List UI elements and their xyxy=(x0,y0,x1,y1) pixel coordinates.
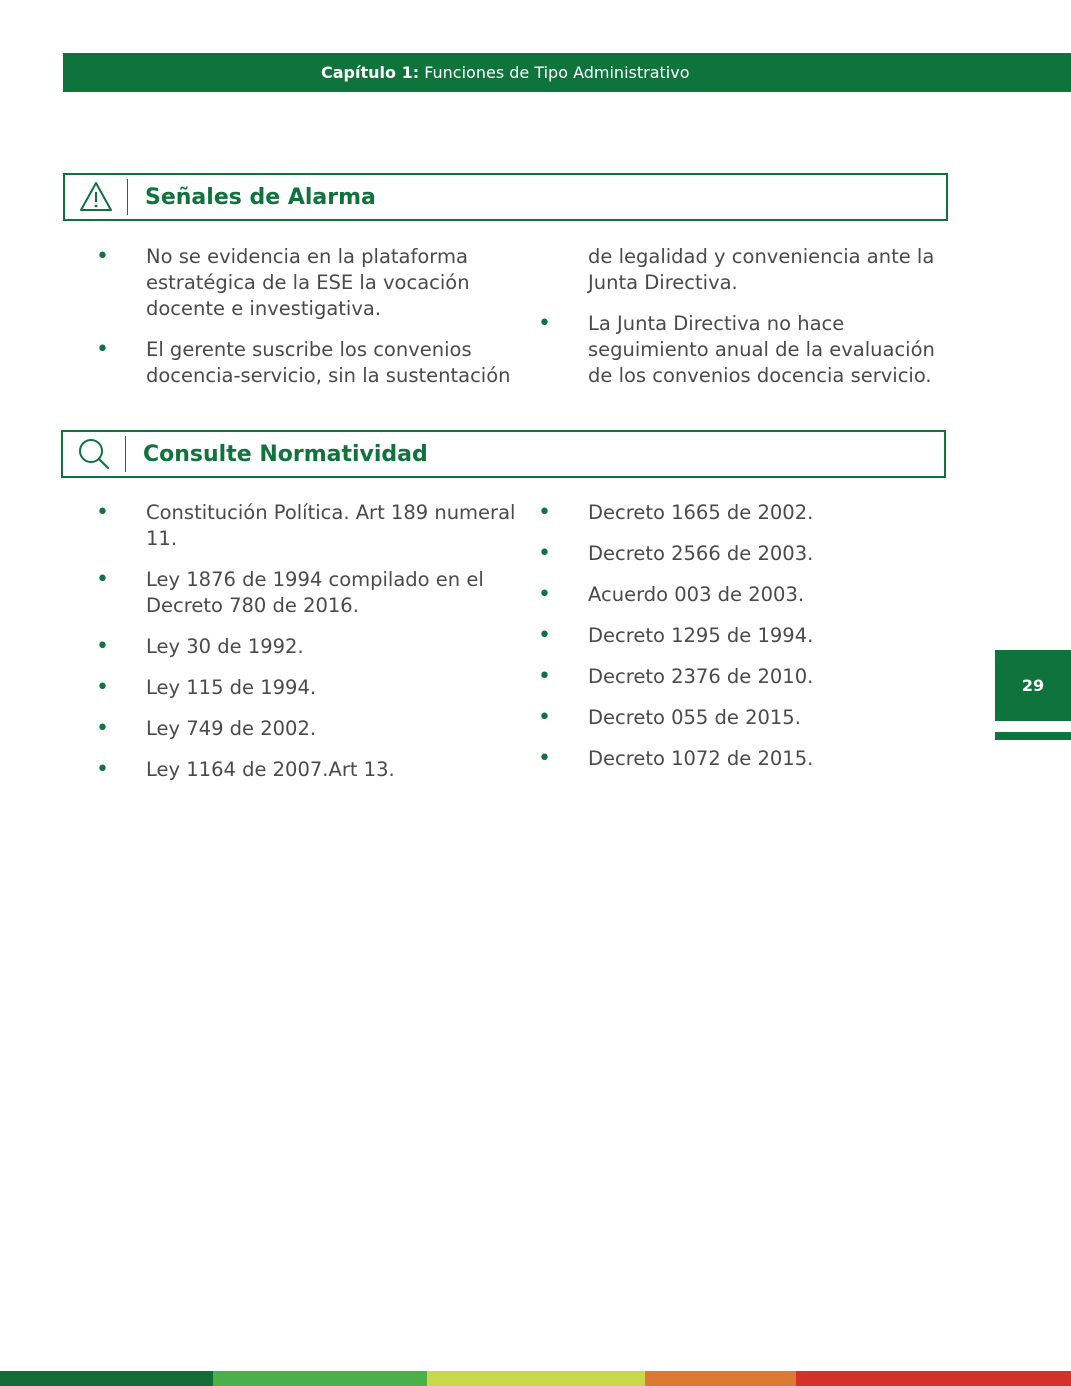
bullet-icon: • xyxy=(96,244,109,269)
list-item: • Constitución Política. Art 189 numeral 11. xyxy=(96,500,516,550)
bullet-icon: • xyxy=(96,634,109,659)
alarm-list-col1 xyxy=(96,244,516,404)
list-item: • La Junta Directiva no hace seguimiento anual de la evaluación de los convenios docencia servicio. xyxy=(538,311,935,387)
bullet-icon: • xyxy=(96,337,109,362)
list-item: • Ley 30 de 1992. xyxy=(96,634,304,659)
bullet-icon: • xyxy=(96,567,109,592)
stripe-segment xyxy=(0,1371,213,1386)
bullet-icon: • xyxy=(96,757,109,782)
norm-list-col2 xyxy=(538,500,948,787)
list-item: • Decreto 2566 de 2003. xyxy=(538,541,814,566)
bullet-icon: • xyxy=(538,623,551,648)
warning-triangle-icon xyxy=(65,175,127,219)
chapter-label: Capítulo 1: xyxy=(321,63,420,82)
bullet-icon: • xyxy=(538,746,551,771)
list-item: • Decreto 2376 de 2010. xyxy=(538,664,814,689)
list-item: • Decreto 1295 de 1994. xyxy=(538,623,814,648)
list-item: • Ley 749 de 2002. xyxy=(96,716,317,741)
stripe-segment xyxy=(213,1371,427,1386)
stripe-segment xyxy=(645,1371,796,1386)
norm-section-title: Consulte Normatividad xyxy=(143,441,428,467)
bullet-icon: • xyxy=(96,500,109,525)
bullet-icon: • xyxy=(538,311,551,336)
search-icon xyxy=(63,432,125,476)
bullet-icon: • xyxy=(96,716,109,741)
stripe-segment xyxy=(796,1371,1071,1386)
chapter-title: Funciones de Tipo Administrativo xyxy=(424,63,690,82)
page-number: 29 xyxy=(1021,676,1045,695)
list-item: • Decreto 1665 de 2002. xyxy=(538,500,814,525)
stripe-segment xyxy=(427,1371,645,1386)
list-item: • Decreto 1072 de 2015. xyxy=(538,746,814,771)
bullet-icon: • xyxy=(538,664,551,689)
bullet-icon: • xyxy=(538,705,551,730)
list-item: • Ley 115 de 1994. xyxy=(96,675,317,700)
chapter-header-bar xyxy=(63,53,1071,92)
bullet-icon: • xyxy=(538,500,551,525)
list-item: • Ley 1164 de 2007.Art 13. xyxy=(96,757,395,782)
section-divider xyxy=(127,179,128,215)
norm-list-col1 xyxy=(96,500,516,798)
norm-section-header xyxy=(61,430,946,478)
section-divider xyxy=(125,436,126,472)
page-number-tab xyxy=(995,650,1071,721)
page-tab-underline xyxy=(995,732,1071,740)
bullet-icon: • xyxy=(538,541,551,566)
alarm-section-title: Señales de Alarma xyxy=(145,184,376,210)
list-item: • Decreto 055 de 2015. xyxy=(538,705,801,730)
footer-color-stripe xyxy=(0,1371,1071,1386)
bullet-icon: • xyxy=(538,582,551,607)
list-item-continuation: de legalidad y conveniencia ante la Junta Directiva. xyxy=(588,245,935,294)
alarm-list-col2 xyxy=(538,244,948,404)
bullet-icon: • xyxy=(96,675,109,700)
list-item: • El gerente suscribe los convenios docencia-servicio, sin la sustentación xyxy=(96,337,511,387)
list-item: • No se evidencia en la plataforma estratégica de la ESE la vocación docente e investigativa. xyxy=(96,244,470,320)
list-item: • Ley 1876 de 1994 compilado en el Decreto 780 de 2016. xyxy=(96,567,484,617)
alarm-section-header xyxy=(63,173,948,221)
list-item: • Acuerdo 003 de 2003. xyxy=(538,582,805,607)
